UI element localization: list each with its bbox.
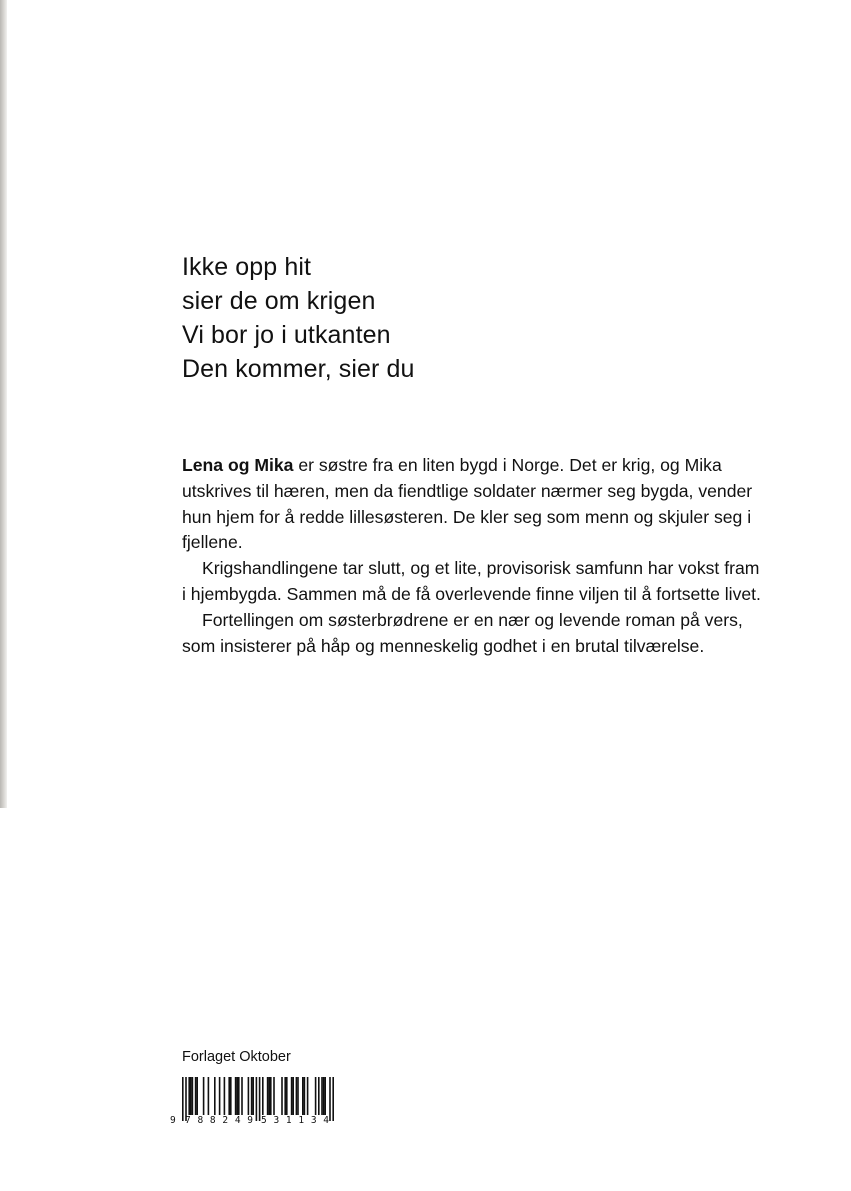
- barcode-bar: [321, 1077, 323, 1115]
- barcode-bar: [219, 1077, 221, 1115]
- barcode-right-digits: 531134: [261, 1115, 329, 1125]
- barcode-bar: [270, 1077, 272, 1115]
- poem-excerpt: [182, 250, 415, 386]
- barcode-bar: [252, 1077, 254, 1115]
- barcode-bar: [208, 1077, 210, 1115]
- poem-line: Ikke opp hit: [182, 253, 312, 281]
- cover-edge-strip: [0, 0, 7, 808]
- barcode-bar: [284, 1077, 286, 1115]
- barcode-bar: [297, 1077, 299, 1115]
- barcode-bar: [230, 1077, 232, 1115]
- barcode-bar: [296, 1077, 298, 1115]
- barcode-bar: [315, 1077, 317, 1115]
- barcode-guard-bar: [332, 1077, 334, 1121]
- barcode-bar: [190, 1077, 192, 1115]
- barcode-first-digit: 9: [170, 1115, 176, 1125]
- barcode-bar: [203, 1077, 205, 1115]
- barcode-digits: [170, 1115, 329, 1125]
- barcode-guard-bar: [329, 1077, 331, 1121]
- barcode-bar: [192, 1077, 194, 1115]
- poem-line: sier de om krigen: [182, 287, 376, 315]
- poem-line: Vi bor jo i utkanten: [182, 321, 391, 349]
- barcode-bar: [262, 1077, 264, 1115]
- barcode-bar: [238, 1077, 240, 1115]
- barcode-bar: [291, 1077, 293, 1115]
- barcode-bar: [224, 1077, 226, 1115]
- barcode-bar: [304, 1077, 306, 1115]
- barcode-bar: [188, 1077, 190, 1115]
- barcode-bar: [196, 1077, 198, 1115]
- blurb-paragraph-2: Krigshandlingene tar slutt, og et lite, provisorisk samfunn har vokst fram i hjembygda. Sammen må de få overlevende finne viljen til å fortsette livet.: [182, 558, 761, 604]
- blurb-paragraph-3: Fortellingen om søsterbrødrene er en nær og levende roman på vers, som insisterer på håp og menneskelig godhet i en brutal tilværelse.: [182, 609, 743, 656]
- barcode-bar: [228, 1077, 230, 1115]
- isbn-barcode: [168, 1075, 338, 1125]
- barcode-bar: [307, 1077, 309, 1115]
- barcode-bar: [323, 1077, 325, 1115]
- barcode-bar: [324, 1077, 326, 1115]
- blurb-paragraph-1: [182, 453, 762, 556]
- barcode-left-digits: 788249: [185, 1115, 253, 1125]
- barcode-bar: [241, 1077, 243, 1115]
- blurb-title-names: Lena og Mika: [182, 455, 294, 475]
- barcode-bar: [267, 1077, 269, 1115]
- barcode-bar: [281, 1077, 283, 1115]
- barcode-bar: [235, 1077, 237, 1115]
- barcode-guard-bar: [256, 1077, 258, 1121]
- barcode-bar: [251, 1077, 253, 1115]
- barcode-bar: [236, 1077, 238, 1115]
- barcode-bar: [273, 1077, 275, 1115]
- poem-line: Den kommer, sier du: [182, 355, 415, 383]
- barcode-bar: [292, 1077, 294, 1115]
- publisher-name: Forlaget Oktober: [182, 1049, 291, 1065]
- blurb-paragraph-1-text: er søstre fra en liten bygd i Norge. Det er krig, og Mika utskrives til hæren, men da fiendtlige soldater nærmer seg bygda, vender hun hjem for å redde lillesøsteren. De kler seg som menn og skjuler seg i fjellene.: [182, 455, 753, 553]
- barcode-bar: [286, 1077, 288, 1115]
- barcode-bar: [214, 1077, 216, 1115]
- barcode-guard-bar: [182, 1077, 184, 1121]
- barcode-bar: [195, 1077, 197, 1115]
- book-blurb: [182, 453, 762, 659]
- barcode-bar: [318, 1077, 320, 1115]
- barcode-bar: [248, 1077, 250, 1115]
- barcode-bar: [302, 1077, 304, 1115]
- barcode-graphic: [168, 1075, 338, 1125]
- barcode-bar: [268, 1077, 270, 1115]
